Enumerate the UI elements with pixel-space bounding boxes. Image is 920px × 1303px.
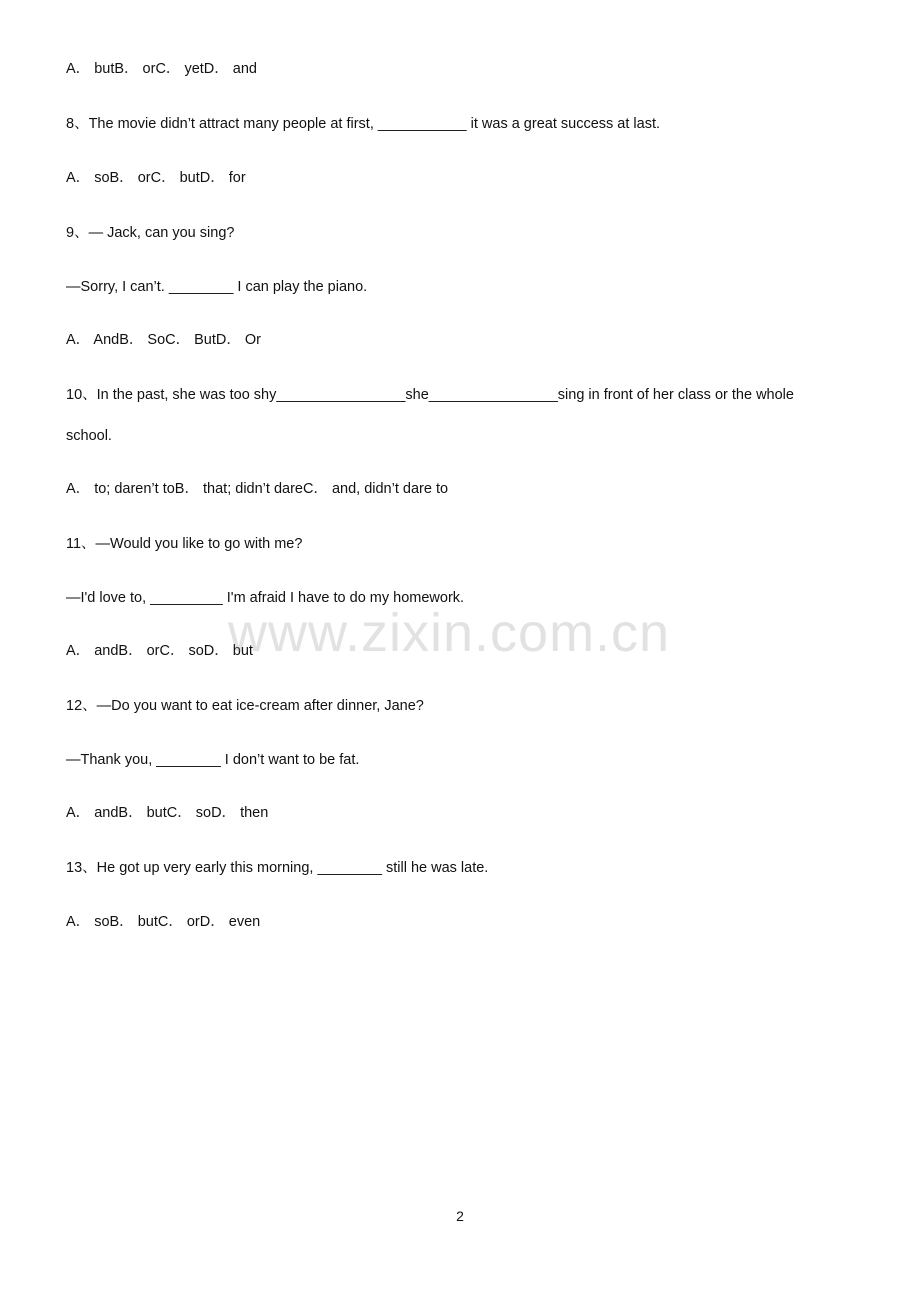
q10-question-continued: school. (66, 428, 112, 444)
q12-response: —Thank you, ________ I don’t want to be fat. (66, 752, 360, 768)
q11-options: A． andB． orC． soD． but (66, 643, 253, 659)
q7-options: A． butB． orC． yetD． and (66, 61, 257, 77)
q13-options: A． soB． butC． orD． even (66, 914, 261, 930)
q9-response: —Sorry, I can’t. ________ I can play the piano. (66, 279, 368, 295)
q12-options: A． andB． butC． soD． then (66, 805, 269, 821)
q11-question: 11、—Would you like to go with me? (66, 536, 303, 552)
q10-options: A． to; daren’t toB． that; didn’t dareC． and, didn’t dare to (66, 481, 449, 497)
q12-question: 12、—Do you want to eat ice-cream after dinner, Jane? (66, 698, 424, 714)
watermark: www.zixin.com.cn (228, 603, 671, 663)
q8-question: 8、The movie didn’t attract many people at first, ___________ it was a great success at last. (66, 116, 661, 132)
q9-question: 9、— Jack, can you sing? (66, 225, 235, 241)
q9-options: A． AndB． SoC． ButD． Or (66, 332, 262, 348)
q11-response: —I'd love to, _________ I'm afraid I have to do my homework. (66, 590, 465, 606)
q13-question: 13、He got up very early this morning, ________ still he was late. (66, 860, 489, 876)
q8-options: A． soB． orC． butD． for (66, 170, 246, 186)
q10-question: 10、In the past, she was too shy________________she________________sing in front of her class or the whole (66, 387, 794, 403)
page-number: 2 (456, 1208, 464, 1224)
